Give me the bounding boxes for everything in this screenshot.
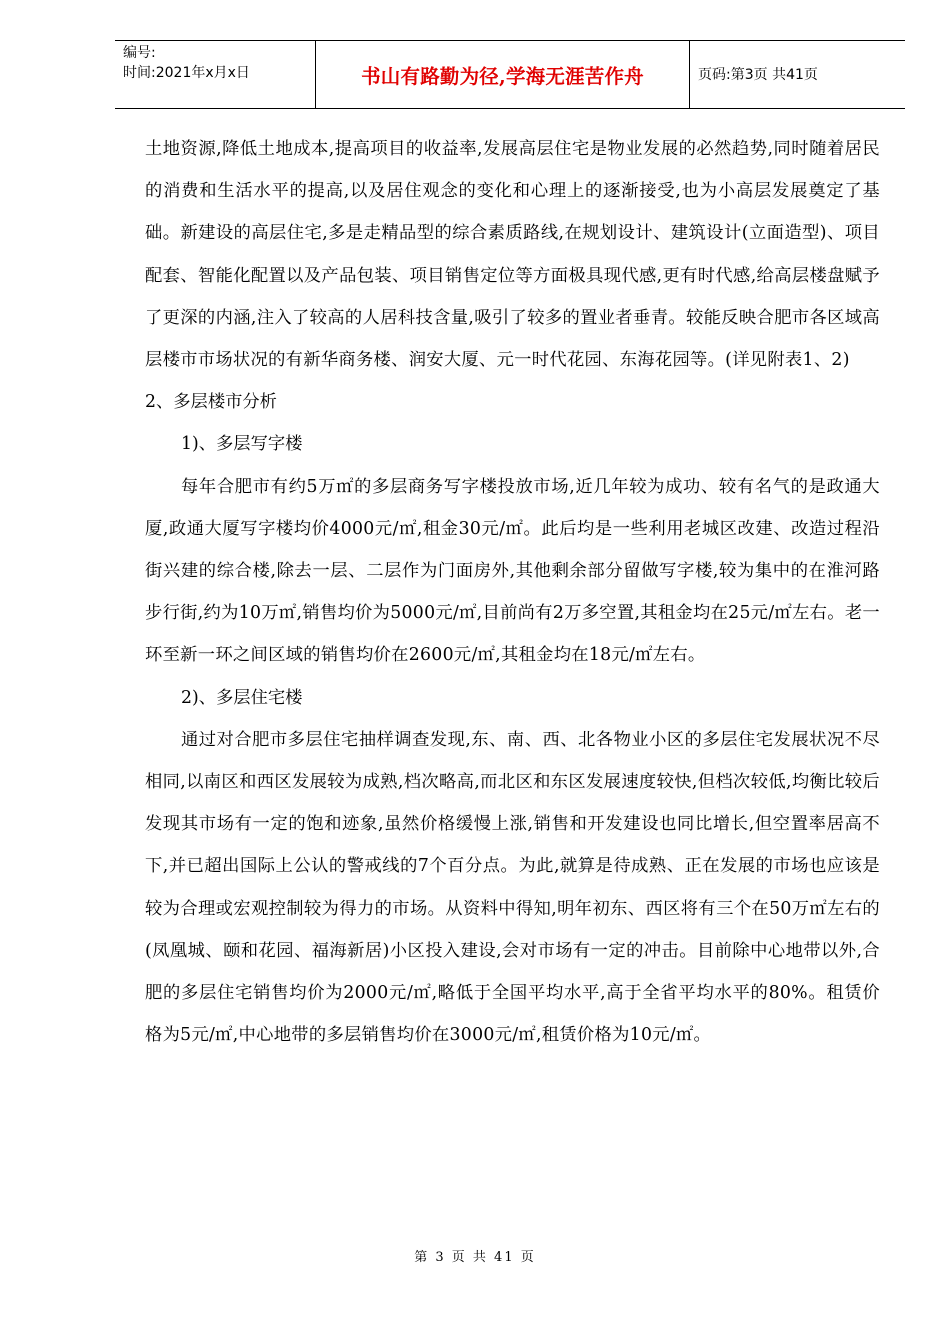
- header-number-label: 编号:: [123, 45, 156, 61]
- paragraph-residential: 通过对合肥市多层住宅抽样调查发现,东、南、西、北各物业小区的多层住宅发展状况不尽相同,以南区和西区发展较为成熟,档次略高,而北区和东区发展速度较快,但档次较低,均衡比较后发现其市场有一定的饱和迹象,虽然价格缓慢上涨,销售和开发建设也同比增长,但空置率居高不下,并已超出国际上公认的警戒线的7个百分点。为此,就算是待成熟、正在发展的市场也应该是较为合理或宏观控制较为得力的市场。从资料中得知,明年初东、西区将有三个在50万㎡左右的(凤凰城、颐和花园、福海新居)小区投入建设,会对市场有一定的冲击。目前除中心地带以外,合肥的多层住宅销售均价为2000元/㎡,略低于全国平均水平,高于全省平均水平的80%。租赁价格为5元/㎡,中心地带的多层销售均价在3000元/㎡,租赁价格为10元/㎡。: [145, 729, 880, 1046]
- document-body: [145, 128, 880, 1056]
- section-heading-multi-storey: 2、多层楼市分析: [145, 392, 277, 413]
- header-meta-cell: [115, 41, 316, 108]
- subheading-residential: 2)、多层住宅楼: [181, 687, 303, 708]
- subheading-office: 1)、多层写字楼: [181, 434, 303, 455]
- header-motto: 书山有路勤为径,学海无涯苦作舟: [361, 64, 644, 88]
- header-page-cell: [690, 41, 905, 108]
- header-motto-cell: [316, 41, 690, 108]
- paragraph-high-rise: 土地资源,降低土地成本,提高项目的收益率,发展高层住宅是物业发展的必然趋势,同时随着居民的消费和生活水平的提高,以及居住观念的变化和心理上的逐渐接受,也为小高层发展奠定了基础。新建设的高层住宅,多是走精品型的综合素质路线,在规划设计、建筑设计(立面造型)、项目配套、智能化配置以及产品包装、项目销售定位等方面极具现代感,更有时代感,给高层楼盘赋予了更深的内涵,注入了较高的人居科技含量,吸引了较多的置业者垂青。较能反映合肥市各区域高层楼市市场状况的有新华商务楼、润安大厦、元一时代花园、东海花园等。(详见附表1、2): [145, 139, 880, 371]
- paragraph-office: 每年合肥市有约5万㎡的多层商务写字楼投放市场,近几年较为成功、较有名气的是政通大厦,政通大厦写字楼均价4000元/㎡,租金30元/㎡。此后均是一些利用老城区改建、改造过程沿街兴建的综合楼,除去一层、二层作为门面房外,其他剩余部分留做写字楼,较为集中的在淮河路步行街,约为10万㎡,销售均价为5000元/㎡,目前尚有2万多空置,其租金均在25元/㎡左右。老一环至新一环之间区域的销售均价在2600元/㎡,其租金均在18元/㎡左右。: [145, 476, 880, 666]
- page-footer: 第 3 页 共 41 页: [414, 1250, 536, 1265]
- page-header: [115, 40, 905, 109]
- header-page-info: 页码:第3页 共41页: [698, 66, 818, 83]
- header-time-label: 时间:2021年x月x日: [123, 65, 250, 81]
